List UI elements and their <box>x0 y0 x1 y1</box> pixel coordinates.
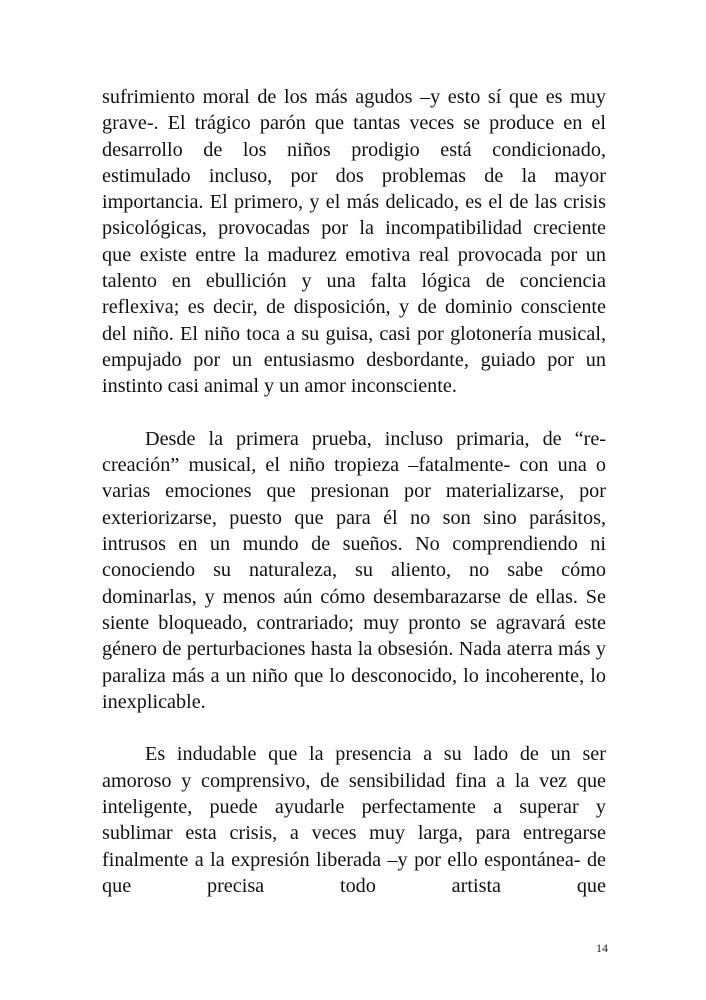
paragraph-3: Es indudable que la presencia a su lado de un ser amoroso y comprensivo, de sensibilidad fina a la vez que inteligente, puede ayudarle perfectamente a superar y sublimar esta crisis, a veces muy larga, para entregarse finalmente a la expresión liberada –y por ello espontánea- de que precisa todo artista que <box>102 743 606 897</box>
paragraph-spacer <box>102 715 606 741</box>
paragraph-2: Desde la primera prueba, incluso primaria, de “re-creación” musical, el niño tropieza –fatalmente- con una o varias emociones que presionan por materializarse, por exteriorizarse, puesto que para él no son sino parásitos, intrusos en un mundo de sueños. No comprendiendo ni conociendo su naturaleza, su aliento, no sabe cómo dominarlas, y menos aún cómo desembarazarse de ellas. Se siente bloqueado, contrariado; muy pronto se agravará este género de perturbaciones hasta la obsesión. Nada aterra más y paraliza más a un niño que lo desconocido, lo incoherente, lo inexplicable. <box>102 427 606 713</box>
paragraph-1: sufrimiento moral de los más agudos –y esto sí que es muy grave-. El trágico parón que tantas veces se produce en el desarrollo de los niños prodigio está condicionado, estimulado incluso, por dos problemas de la mayor importancia. El primero, y el más delicado, es el de las crisis psicológicas, provocadas por la incompatibilidad creciente que existe entre la madurez emotiva real provocada por un talento en ebullición y una falta lógica de conciencia reflexiva; es decir, de disposición, y de dominio consciente del niño. El niño toca a su guisa, casi por glotonería musical, empujado por un entusiasmo desbordante, guiado por un instinto casi animal y un amor inconsciente. <box>102 86 606 398</box>
document-body <box>102 84 606 899</box>
paragraph-spacer <box>102 400 606 426</box>
page-number: 14 <box>596 941 608 955</box>
